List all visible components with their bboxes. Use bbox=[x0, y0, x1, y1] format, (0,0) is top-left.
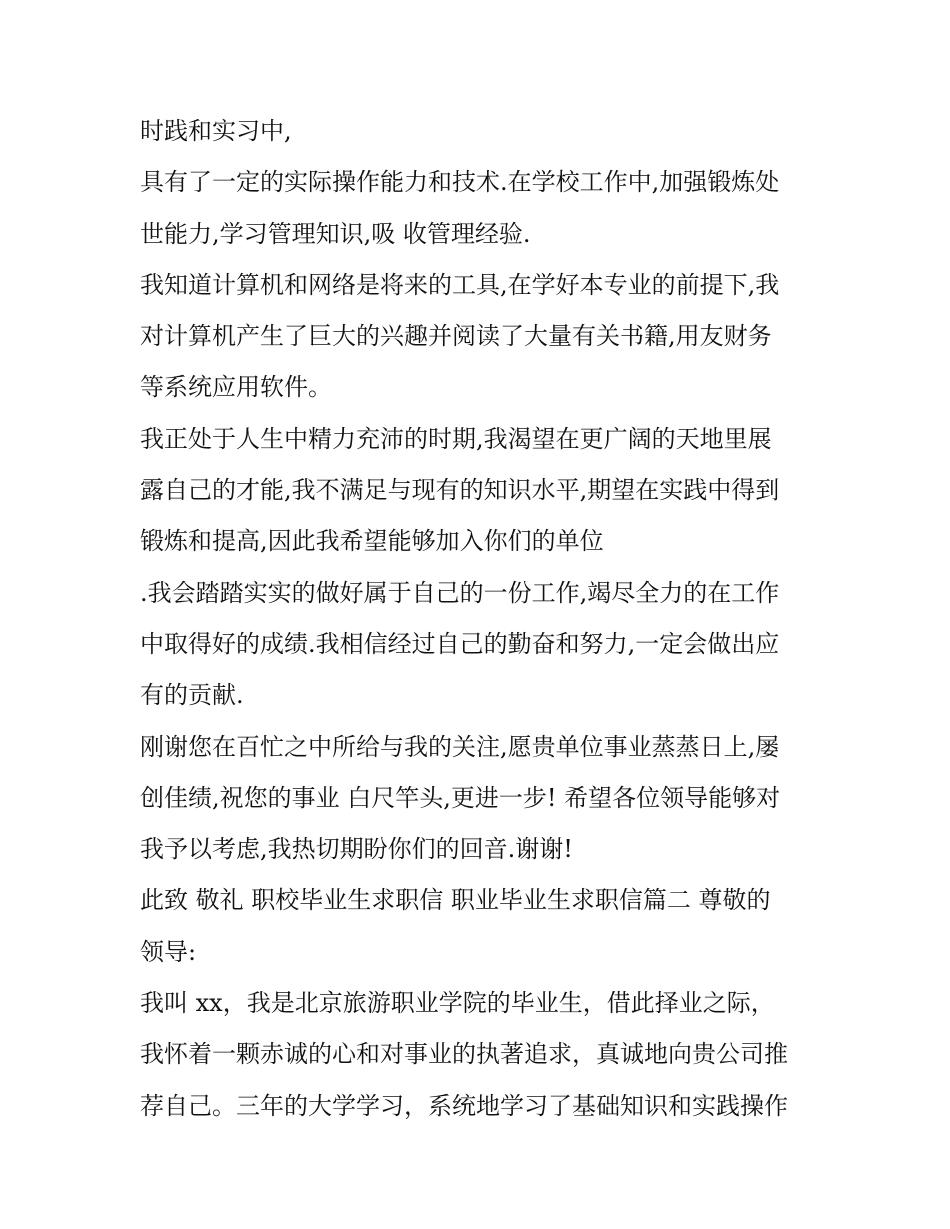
text-line: 中取得好的成绩.我相信经过自己的勤奋和努力,一定会做出应 bbox=[140, 629, 780, 658]
text-line: 锻炼和提高,因此我希望能够加入你们的单位 bbox=[140, 527, 604, 556]
text-line: 世能力,学习管理知识,吸 收管理经验. bbox=[140, 219, 531, 248]
text-line: 时践和实习中, bbox=[140, 117, 292, 145]
text-line: 刚谢您在百忙之中所给与我的关注,愿贵单位事业蒸蒸日上,屡 bbox=[140, 732, 780, 761]
text-line: 我叫 xx，我是北京旅游职业学院的毕业生，借此择业之际， bbox=[140, 989, 775, 1018]
text-line: 等系统应用软件。 bbox=[140, 373, 332, 402]
text-line: 露自己的才能,我不满足与现有的知识水平,期望在实践中得到 bbox=[140, 476, 780, 505]
text-line: 此致 敬礼 职校毕业生求职信 职业毕业生求职信篇二 尊敬的 bbox=[140, 886, 771, 915]
text-line: 我予以考虑,我热切期盼你们的回音.谢谢! bbox=[140, 835, 573, 864]
text-line: 具有了一定的实际操作能力和技术.在学校工作中,加强锻炼处 bbox=[140, 168, 780, 197]
text-line: .我会踏踏实实的做好属于自己的一份工作,竭尽全力的在工作 bbox=[140, 578, 780, 607]
text-line: 对计算机产生了巨大的兴趣并阅读了大量有关书籍,用友财务 bbox=[140, 322, 772, 351]
text-line: 领导: bbox=[140, 937, 197, 966]
text-line: 我知道计算机和网络是将来的工具,在学好本专业的前提下,我 bbox=[140, 270, 780, 299]
text-line: 有的贡献. bbox=[140, 681, 244, 710]
text-line: 我正处于人生中精力充沛的时期,我渴望在更广阔的天地里展 bbox=[140, 424, 772, 453]
text-line: 荐自己。三年的大学学习，系统地学习了基础知识和实践操作 bbox=[140, 1091, 788, 1120]
letter-body bbox=[140, 106, 820, 1132]
text-line: 创佳绩,祝您的事业 白尺竿头,更进一步! 希望各位领导能够对 bbox=[140, 783, 781, 812]
text-line: 我怀着一颗赤诚的心和对事业的执著追求，真诚地向贵公司推 bbox=[140, 1040, 788, 1069]
